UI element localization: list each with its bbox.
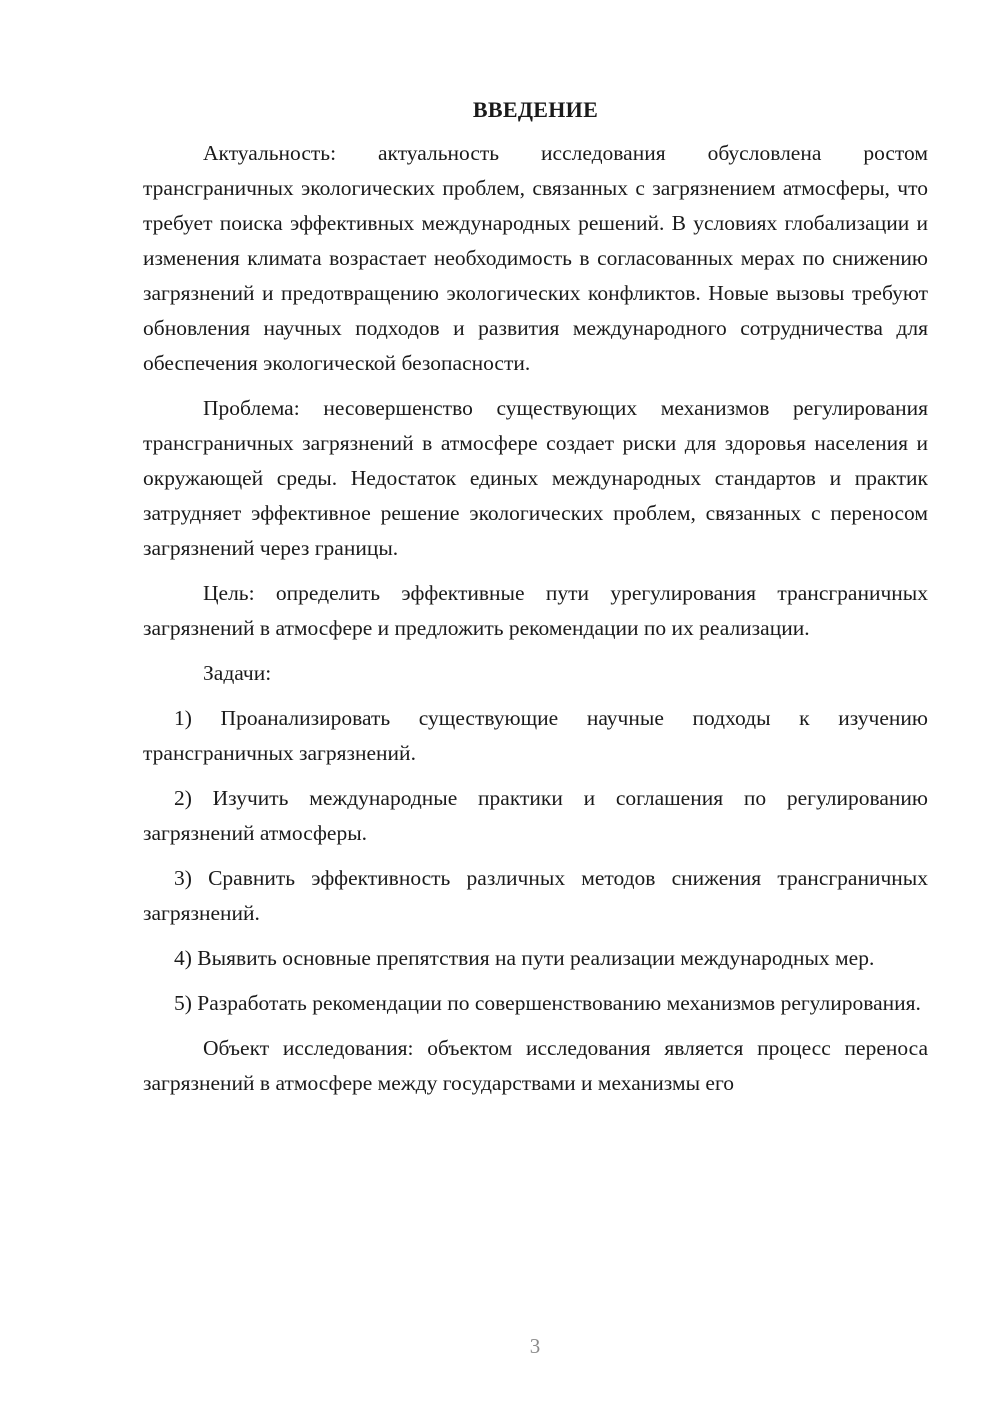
page-number: 3 xyxy=(529,1334,541,1358)
task-item: 5) Разработать рекомендации по совершенствованию механизмов регулирования. xyxy=(174,991,921,1015)
paragraph-relevance: Актуальность: актуальность исследования обусловлена ростом трансграничных экологических проблем, связанных с загрязнением атмосферы, что требует поиска эффективных международных решений. В условиях глобализации и изменения климата возрастает необходимость в согласованных мерах по снижению загрязнений и предотвращению экологических конфликтов. Новые вызовы требуют обновления научных подходов и развития международного сотрудничества для обеспечения экологической безопасности. xyxy=(143,141,928,375)
tasks-list xyxy=(143,701,928,1021)
paragraph-goal: Цель: определить эффективные пути урегулирования трансграничных загрязнений в атмосфере и предложить рекомендации по их реализации. xyxy=(143,581,928,640)
paragraph-problem: Проблема: несовершенство существующих механизмов регулирования трансграничных загрязнений в атмосфере создает риски для здоровья населения и окружающей среды. Недостаток единых международных стандартов и практик затрудняет эффективное решение экологических проблем, связанных с переносом загрязнений через границы. xyxy=(143,396,928,560)
task-item: 1) Проанализировать существующие научные подходы к изучению трансграничных загрязнений. xyxy=(143,706,928,765)
task-item: 4) Выявить основные препятствия на пути реализации международных мер. xyxy=(174,946,875,970)
task-item: 3) Сравнить эффективность различных методов снижения трансграничных загрязнений. xyxy=(143,866,928,925)
section-heading: ВВЕДЕНИЕ xyxy=(472,97,599,122)
tasks-label: Задачи: xyxy=(203,661,272,685)
paragraph-object: Объект исследования: объектом исследования является процесс переноса загрязнений в атмосфере между государствами и механизмы его xyxy=(143,1036,928,1095)
page-content xyxy=(143,94,928,1101)
task-item: 2) Изучить международные практики и соглашения по регулированию загрязнений атмосферы. xyxy=(143,786,928,845)
